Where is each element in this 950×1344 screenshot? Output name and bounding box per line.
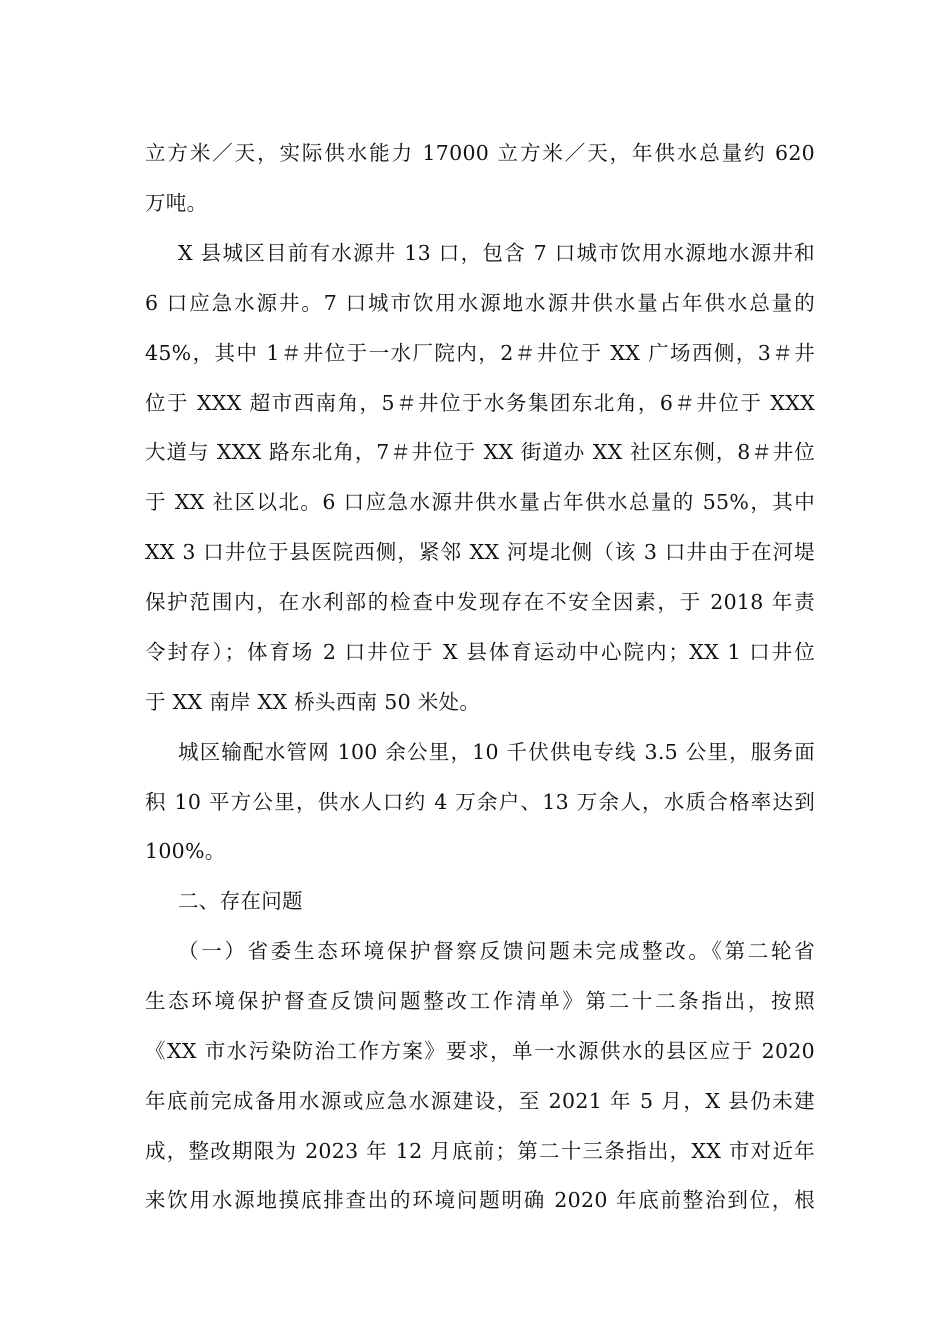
text-line: XX 3 口井位于县医院西侧，紧邻 XX 河堤北侧（该 3 口井由于在河堤 [145,540,815,564]
text-line: 45%，其中 1＃井位于一水厂院内，2＃井位于 XX 广场西侧，3＃井 [145,341,815,365]
text-line: 生态环境保护督查反馈问题整改工作清单》第二十二条指出，按照 [145,989,815,1013]
text-line: 令封存）；体育场 2 口井位于 X 县体育运动中心院内；XX 1 口井位 [145,640,815,664]
text-line: 万吨。 [145,191,208,215]
text-line: 保护范围内，在水利部的检查中发现存在不安全因素，于 2018 年责 [145,590,815,614]
text-line: 城区输配水管网 100 余公里，10 千伏供电专线 3.5 公里，服务面 [178,740,815,764]
text-line: （一）省委生态环境保护督察反馈问题未完成整改。《第二轮省 [178,939,815,963]
text-line: X 县城区目前有水源井 13 口，包含 7 口城市饮用水源地水源井和 [178,241,815,265]
text-line: 100%。 [145,839,226,863]
text-line: 于 XX 社区以北。6 口应急水源井供水量占年供水总量的 55%，其中 [145,490,815,514]
text-line: 6 口应急水源井。7 口城市饮用水源地水源井供水量占年供水总量的 [145,291,815,315]
text-line: 立方米／天，实际供水能力 17000 立方米／天，年供水总量约 620 [145,141,815,165]
text-line: 来饮用水源地摸底排查出的环境问题明确 2020 年底前整治到位，根 [145,1188,815,1212]
text-line: 大道与 XXX 路东北角，7＃井位于 XX 街道办 XX 社区东侧，8＃井位 [145,440,815,464]
text-line: 成，整改期限为 2023 年 12 月底前；第二十三条指出，XX 市对近年 [145,1139,815,1163]
section-heading: 二、存在问题 [178,889,303,913]
text-line: 年底前完成备用水源或应急水源建设，至 2021 年 5 月，X 县仍未建 [145,1089,815,1113]
text-line: 《XX 市水污染防治工作方案》要求，单一水源供水的县区应于 2020 [145,1039,815,1063]
text-line: 积 10 平方公里，供水人口约 4 万余户、13 万余人，水质合格率达到 [145,790,815,814]
text-line: 于 XX 南岸 XX 桥头西南 50 米处。 [145,690,481,714]
text-line: 位于 XXX 超市西南角，5＃井位于水务集团东北角，6＃井位于 XXX [145,391,815,415]
